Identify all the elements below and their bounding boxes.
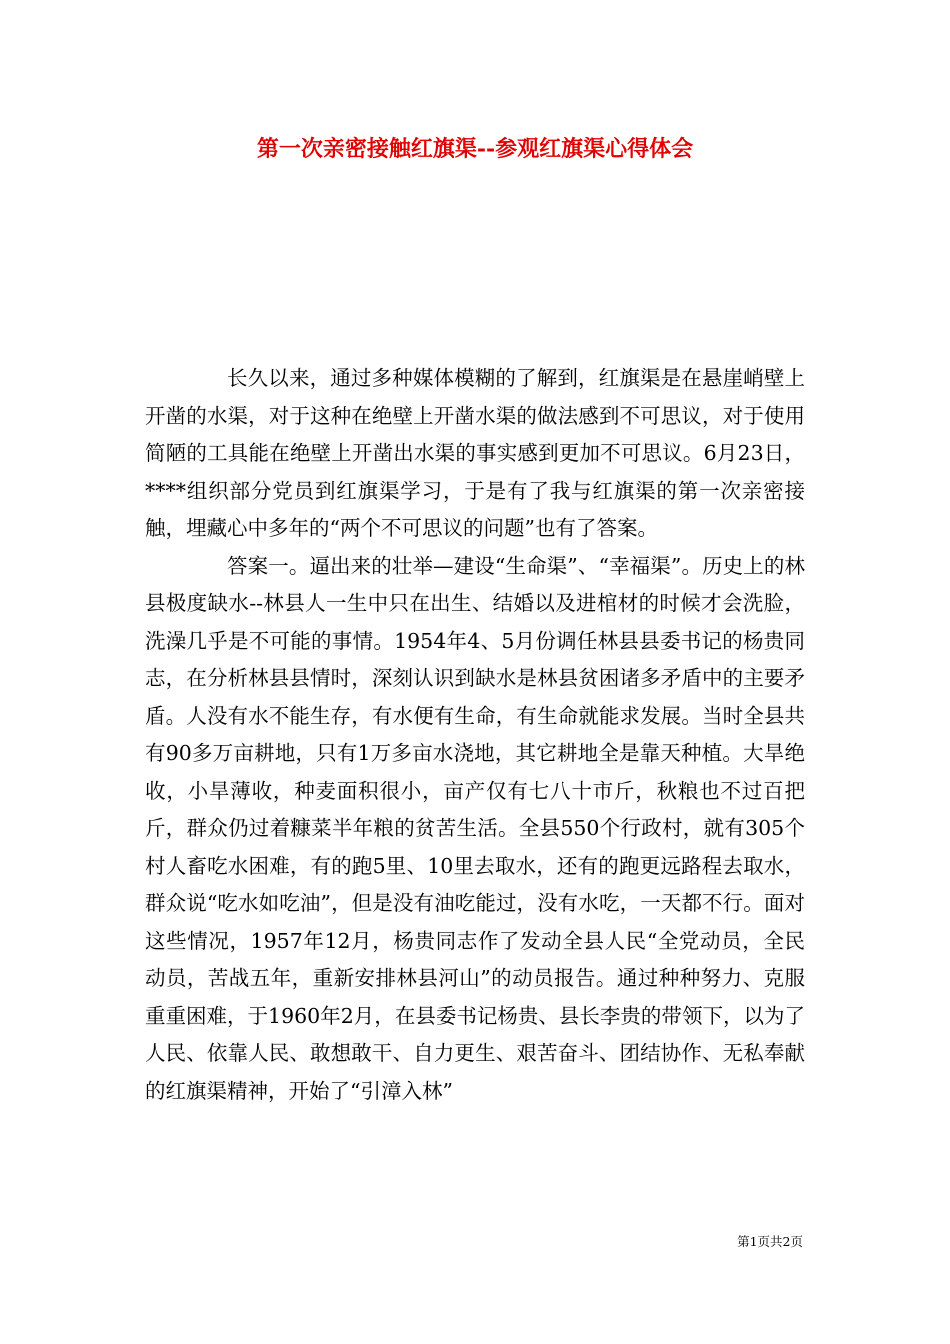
paragraph-intro: 长久以来，通过多种媒体模糊的了解到，红旗渠是在悬崖峭壁上开凿的水渠，对于这种在绝壁上开凿水渠的做法感到不可思议，对于使用简陋的工具能在绝壁上开凿出水渠的事实感到更加不可思议。6月23日，****组织部分党员到红旗渠学习，于是有了我与红旗渠的第一次亲密接触，埋藏心中多年的“两个不可思议的问题”也有了答案。 (145, 366, 805, 540)
page-number: 第1页共2页 (737, 1234, 803, 1249)
document-title: 第一次亲密接触红旗渠--参观红旗渠心得体会 (256, 136, 694, 162)
paragraph-answer-one: 答案一。逼出来的壮举—建设“生命渠”、“幸福渠”。历史上的林县极度缺水--林县人一生中只在出生、结婚以及进棺材的时候才会洗脸，洗澡几乎是不可能的事情。1954年4、5月份调任林县县委书记的杨贵同志，在分析林县县情时，深刻认识到缺水是林县贫困诸多矛盾中的主要矛盾。人没有水不能生存，有水便有生命，有生命就能求发展。当时全县共有90多万亩耕地，只有1万多亩水浇地，其它耕地全是靠天种植。大旱绝收，小旱薄收，种麦面积很小，亩产仅有七八十市斤，秋粮也不过百把斤，群众仍过着糠菜半年粮的贫苦生活。全县550个行政村，就有305个村人畜吃水困难，有的跑5里、10里去取水，还有的跑更远路程去取水，群众说“吃水如吃油”，但是没有油吃能过，没有水吃，一天都不行。面对这些情况，1957年12月，杨贵同志作了发动全县人民“全党动员，全民动员，苦战五年，重新安排林县河山”的动员报告。通过种种努力、克服重重困难，于1960年2月，在县委书记杨贵、县长李贵的带领下，以为了人民、依靠人民、敢想敢干、自力更生、艰苦奋斗、团结协作、无私奉献的红旗渠精神，开始了“引漳入林” (145, 553, 805, 1103)
document-body (145, 360, 805, 1110)
